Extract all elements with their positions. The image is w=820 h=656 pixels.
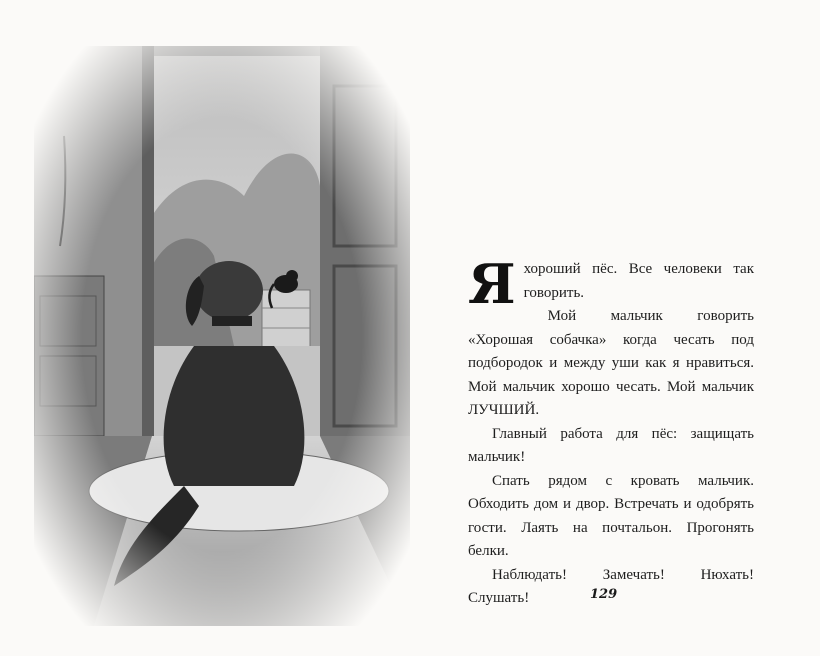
dog-at-doorway-illustration [34,46,410,626]
drop-cap: Я [468,252,516,316]
paragraph-3: Главный работа для пёс: защищать мальчик! [468,425,754,465]
page-number: 129 [590,587,618,602]
paragraph-2: Мой мальчик говорить «Хорошая собачка» когда чесать под подбородок и между уши как я нравиться. Мой мальчик хорошо чесать. Мой мальчик ЛУЧШИЙ. [468,308,754,418]
paragraph-1 [468,252,754,316]
paragraph-4: Спать рядом с кровать мальчик. Обходить дом и двор. Встречать и одобрять гости. Лаять на почтальон. Прогонять белки. [468,472,754,559]
story-text [468,252,754,611]
paragraph-1-text: хороший пёс. Все человеки так говорить. [523,261,754,301]
paragraph-5: Наблюдать! Замечать! Нюхать! Слушать! [468,566,754,606]
